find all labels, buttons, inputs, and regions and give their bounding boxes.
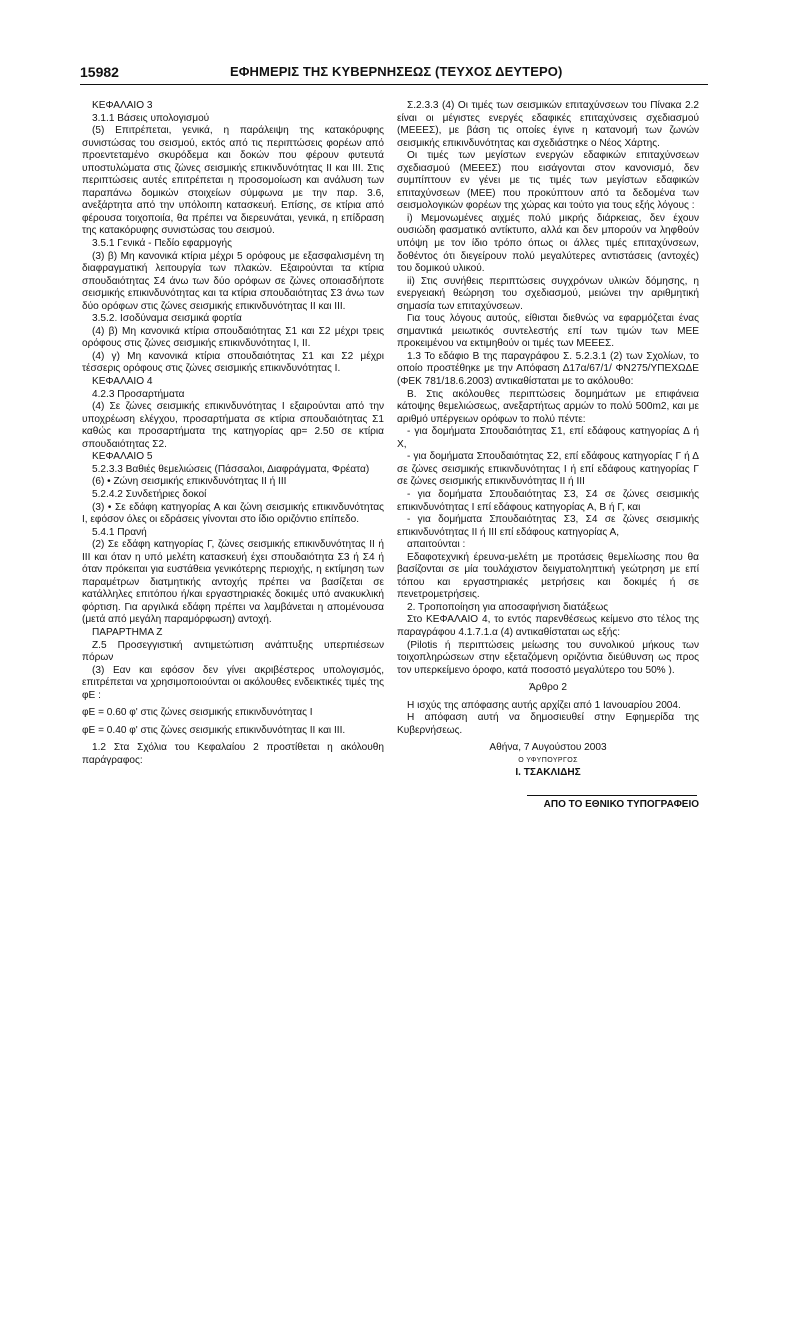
right-column xyxy=(397,100,699,812)
right-paragraph-3: ii) Στις συνήθεις περιπτώσεις συγχρόνων υλικών δόμησης, η ενεργειακή θεώρηση του σχεδιασμού, μειώνει την αριθμητική σημασία των επιταχύνσεων. xyxy=(397,275,699,312)
gazette-title: ΕΦΗΜΕΡΙΣ ΤΗΣ ΚΥΒΕΡΝΗΣΕΩΣ (ΤΕΥΧΟΣ ΔΕΥΤΕΡΟ) xyxy=(230,64,563,79)
left-paragraph-19: Ζ.5 Προσεγγιστική αντιμετώπιση ανάπτυξης υπερπιέσεων πόρων xyxy=(82,639,384,664)
page-number: 15982 xyxy=(80,64,119,80)
right-paragraph-8: - για δομήματα Σπουδαιότητας Σ2, επί εδάφους κατηγορίας Γ ή Δ σε ζώνες σεισμικής επικινδυνότητας I ή επί εδάφους κατηγορίας Γ σε ζώνες σεισμικής επικινδυνότητας II ή III xyxy=(397,451,699,488)
right-paragraph-23: Ο ΥΦΥΠΟΥΡΓΟΣ xyxy=(518,756,578,764)
left-paragraph-10: (4) Σε ζώνες σεισμικής επικινδυνότητας I εξαιρούνται από την υποχρέωση ελέγχου, προσαρτήματα σε κτίρια σπουδαιότητας Σ1 καθώς και προσαρτήματα της κατηγορίας qp= 2.50 σε κτίρια σπουδαιότητας Σ2. xyxy=(82,401,384,450)
right-paragraph-4: Για τους λόγους αυτούς, είθισται διεθνώς να εφαρμόζεται ένας σημαντικά μειωτικός συντελεστής επί των τιμών των ΜΕΕ προκειμένου να εκτιμηθούν οι τιμές των ΜΕΕΕΣ. xyxy=(397,313,699,350)
right-paragraph-27: ΑΠΟ ΤΟ ΕΘΝΙΚΟ ΤΥΠΟΓΡΑΦΕΙΟ xyxy=(543,798,699,810)
left-paragraph-0: ΚΕΦΑΛΑΙΟ 3 xyxy=(92,100,153,111)
left-paragraph-6: (4) β) Μη κανονικά κτίρια σπουδαιότητας Σ1 και Σ2 μέχρι τρεις ορόφους στις ζώνες σεισμικής επικινδυνότητας I, II. xyxy=(82,325,384,350)
right-paragraph-0: Σ.2.3.3 (4) Οι τιμές των σεισμικών επιταχύνσεων του Πίνακα 2.2 είναι οι μέγιστες ενεργές εδαφικές επιταχύνσεις σχεδιασμού (ΜΕΕΕΣ), με βάση τις οποίες έγινε η κατανομή των ζωνών σεισμικής επικινδυνότητας και σχεδιάστηκε ο Νέος Χάρτης. xyxy=(397,100,699,149)
left-paragraph-14: 5.2.4.2 Συνδετήριες δοκοί xyxy=(92,488,207,500)
right-paragraph-1: Οι τιμές των μεγίστων ενεργών εδαφικών επιταχύνσεων σχεδιασμού (ΜΕΕΕΣ) που εισάγονται στον κανονισμό, δεν συμπίπτουν εν γένει με τις τιμές των μεγίστων εδαφικών επιταχύνσεων (ΜΕΕ) που προκύπτουν από τα δεδομένα των σεισμολογικών φορέων της χώρας και τούτο για τους εξής λόγους : xyxy=(397,150,699,212)
left-paragraph-11: ΚΕΦΑΛΑΙΟ 5 xyxy=(92,451,153,463)
left-paragraph-4: (3) β) Μη κανονικά κτίρια μέχρι 5 ορόφους με εξασφαλισμένη τη διαφραγματική λειτουργία των πλακών. Εξαιρούνται τα κτίρια σπουδαιότητας Σ4 άνω των δύο ορόφων σε ζώνες οποιασδήποτε σεισμικής επικινδυνότητας και τα κτίρια σπουδαιότητας Σ3 άνω των δύο ορόφων στις ζώνες σεισμικής επικινδυνότητας II και III. xyxy=(82,250,384,312)
right-paragraph-22: Αθήνα, 7 Αυγούστου 2003 xyxy=(489,742,607,754)
right-paragraph-19: Η ισχύς της απόφασης αυτής αρχίζει από 1 Ιανουαρίου 2004. xyxy=(407,699,681,711)
left-paragraph-5: 3.5.2. Ισοδύναμα σεισμικά φορτία xyxy=(92,313,242,325)
left-paragraph-22: φE = 0.60 φ' στις ζώνες σεισμικής επικινδυνότητας I xyxy=(82,707,313,719)
left-column xyxy=(82,100,384,767)
right-paragraph-14: Στο ΚΕΦΑΛΑΙΟ 4, το εντός παρενθέσεως κείμενο στο τέλος της παραγράφου 4.1.7.1.α (4) αντικαθίσταται ως εξής: xyxy=(397,614,699,638)
right-paragraph-24: Ι. ΤΣΑΚΛΙΔΗΣ xyxy=(515,767,581,779)
left-paragraph-15: (3) • Σε εδάφη κατηγορίας Α και ζώνη σεισμικής επικινδυνότητας I, εφόσον όλες οι εδράσεις γίνονται στο ίδιο οριζόντιο επίπεδο. xyxy=(82,501,384,526)
right-paragraph-20: Η απόφαση αυτή να δημοσιευθεί στην Εφημερίδα της Κυβερνήσεως. xyxy=(397,712,699,736)
left-paragraph-12: 5.2.3.3 Βαθιές θεμελιώσεις (Πάσσαλοι, Διαφράγματα, Φρέατα) xyxy=(92,463,370,475)
right-paragraph-25 xyxy=(397,780,699,789)
left-paragraph-1: 3.1.1 Βάσεις υπολογισμού xyxy=(92,112,210,124)
left-paragraph-17: (2) Σε εδάφη κατηγορίας Γ, ζώνες σεισμικής επικινδυνότητας II ή III και όταν η υπό μελέτη κατασκευή έχει σπουδαιότητα Σ3 ή Σ4 ή όταν πρόκειται για ευστάθεια γενικότερης περιοχής, η εκτίμηση των παραμέτρων διατμητικής αντοχής πρέπει να βασίζεται σε κατάλληλες επιτόπου ή/και εργαστηριακές δοκιμές υπό ανακυκλική φόρτιση. Για αργιλικά εδάφη πρέπει να λαμβάνεται η απομένουσα (μετά από μεγάλη παραμόρφωση) αντοχή. xyxy=(82,539,384,626)
right-paragraph-13: 2. Τροποποίηση για αποσαφήνιση διατάξεως xyxy=(407,601,609,613)
right-paragraph-6: Β. Στις ακόλουθες περιπτώσεις δομημάτων με επιφάνεια κάτοψης θεμελιώσεως, ανεξαρτήτως αρμών το πολύ 500m2, και με αριθμό υπέργειων ορόφων το πολύ πέντε: xyxy=(397,388,699,425)
left-paragraph-2: (5) Επιτρέπεται, γενικά, η παράλειψη της κατακόρυφης συνιστώσας του σεισμού, εκτός από τις περιπτώσεις φορέων από προεντεταμένο σκυρόδεμα και δοκών που φέρουν φυτευτά υποστυλώματα στις ζώνες σεισμικής επικινδυνότητας II και III. Στις περιπτώσεις αυτές επιτρέπεται η προσομοίωση και ανάλυση των παραπάνω δομικών στοιχείων σύμφωνα με την παρ. 3.6, ανεξάρτητα από την υπόλοιπη κατασκευή. Επίσης, σε κτίρια από φέρουσα τοιχοποιία, θα πρέπει να διερευνάται, γενικά, η επίδραση της κατακόρυφης συνιστώσας του σεισμού. xyxy=(82,125,384,237)
left-paragraph-8: ΚΕΦΑΛΑΙΟ 4 xyxy=(92,376,153,388)
right-paragraph-9: - για δομήματα Σπουδαιότητας Σ3, Σ4 σε ζώνες σεισμικής επικινδυνότητας I επί εδάφους κατηγορίας Α, Β ή Γ, και xyxy=(397,488,699,513)
right-paragraph-5: 1.3 Το εδάφιο Β της παραγράφου Σ. 5.2.3.1 (2) των Σχολίων, το οποίο προστέθηκε με την Απόφαση Δ17α/67/1/ ΦΝ275/ΥΠΕΧΩΔΕ (ΦΕΚ 781/18.6.2003) αντικαθίσταται με το ακόλουθο: xyxy=(397,350,699,388)
left-paragraph-16: 5.4.1 Πρανή xyxy=(92,526,147,538)
page-header xyxy=(80,60,708,85)
right-paragraph-11: απαιτούνται : xyxy=(407,539,466,551)
right-paragraph-17: Άρθρο 2 xyxy=(529,682,567,694)
right-paragraph-7: - για δομήματα Σπουδαιότητας Σ1, επί εδάφους κατηγορίας Δ ή Χ, xyxy=(397,426,699,450)
right-paragraph-15: (Pilotis ή περιπτώσεις μείωσης του συνολικού μήκους των τοιχοπληρώσεων στην εξεταζόμενη οριζόντια διεύθυνση ως προς τον υπερκείμενο όροφο, κατά ποσοστό μεγαλύτερο του 50% ). xyxy=(397,639,699,676)
left-paragraph-18: ΠΑΡΑΡΤΗΜΑ Ζ xyxy=(92,626,163,638)
left-paragraph-26: 1.2 Στα Σχόλια του Κεφαλαίου 2 προστίθεται η ακόλουθη παράγραφος: xyxy=(82,742,384,766)
left-paragraph-9: 4.2.3 Προσαρτήματα xyxy=(92,388,185,400)
left-paragraph-20: (3) Εαν και εφόσον δεν γίνει ακριβέστερος υπολογισμός, επιτρέπεται να χρησιμοποιούνται οι ακόλουθες ενδεικτικές τιμές της φE : xyxy=(82,664,384,701)
left-paragraph-13: (6) • Ζώνη σεισμικής επικινδυνότητας II ή III xyxy=(92,476,287,488)
left-paragraph-7: (4) γ) Μη κανονικά κτίρια σπουδαιότητας Σ1 και Σ2 μέχρι τέσσερις ορόφους στις ζώνες σεισμικής επικινδυνότητας I. xyxy=(82,350,384,375)
right-paragraph-2: i) Μεμονωμένες αιχμές πολύ μικρής διάρκειας, δεν έχουν ουσιώδη φασματικό αντίκτυπο, αλλά και δεν μπορούν να ληφθούν υπόψη με τον ίδιο τρόπο όπως οι άλλες τιμές επιταχύνσεων, δοθέντος ότι διεγείρουν πολύ μεγαλύτερες αντιστάσεις (αντοχές) του δομικού υλικού. xyxy=(397,212,699,275)
left-paragraph-24: φE = 0.40 φ' στις ζώνες σεισμικής επικινδυνότητας II και III. xyxy=(82,724,346,736)
left-paragraph-3: 3.5.1 Γενικά - Πεδίο εφαρμογής xyxy=(92,238,232,250)
right-paragraph-12: Εδαφοτεχνική έρευνα-μελέτη με προτάσεις θεμελίωσης που θα βασίζονται σε μία τουλάχιστον δειγματοληπτική γεώτρηση με επί τόπου και εργαστηριακές μετρήσεις και δοκιμές ή σε πενετρομετρήσεις. xyxy=(397,551,699,601)
right-paragraph-10: - για δομήματα Σπουδαιότητας Σ3, Σ4 σε ζώνες σεισμικής επικινδυνότητας II ή III επί εδάφους κατηγορίας Α, xyxy=(397,514,699,538)
